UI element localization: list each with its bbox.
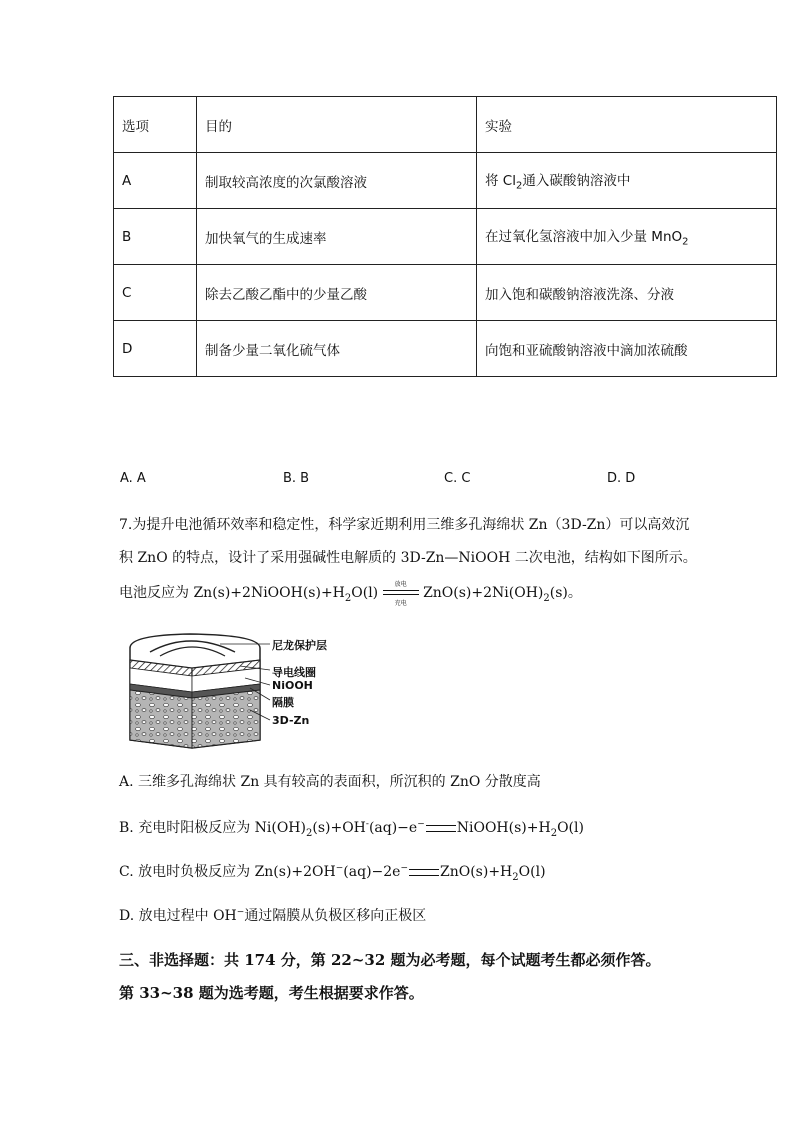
opt-text: (s)+OH [312, 820, 366, 836]
zn-layer [130, 690, 192, 748]
opt-sup: − [417, 819, 425, 830]
header-purpose: 目的 [197, 97, 477, 153]
opt-text: C. 放电时负极反应为 Zn(s)+2OH [119, 864, 336, 880]
opt-sup: − [400, 863, 408, 874]
option-d[interactable] [119, 905, 426, 925]
reaction-sub: 2 [344, 592, 352, 604]
table-row [114, 321, 777, 377]
reaction-text: 电池反应为 Zn(s)+2NiOOH(s)+H [119, 585, 345, 601]
header-option: 选项 [114, 97, 197, 153]
opt-text: (aq)−e [368, 820, 418, 836]
opt-sub: 2 [305, 827, 313, 839]
reaction-text: (s)。 [549, 585, 582, 601]
arrow-bottom-label: 充电 [394, 600, 407, 607]
choice-d[interactable]: D. D [607, 471, 636, 486]
arrow-top-label: 放电 [394, 581, 407, 588]
table-row [114, 209, 777, 265]
opt-text: 通过隔膜从负极区移向正极区 [244, 908, 427, 924]
exp-text-post: 通入碳酸钠溶液中 [522, 173, 631, 190]
row-experiment [477, 153, 777, 209]
option-b[interactable] [119, 817, 584, 839]
label-coil: 导电线圈 [272, 666, 316, 679]
opt-sub: 2 [550, 827, 558, 839]
opt-text: ZnO(s)+H [440, 864, 513, 880]
exp-sub: 2 [682, 236, 689, 248]
row-option: B [114, 209, 197, 265]
row-purpose: 制取较高浓度的次氯酸溶液 [197, 153, 477, 209]
equals-sign-icon [409, 869, 439, 876]
option-c[interactable] [119, 861, 546, 883]
exp-text: 在过氧化氢溶液中加入少量 MnO [485, 229, 683, 246]
reaction-sub: 2 [543, 592, 550, 604]
exp-sub: 2 [515, 180, 523, 192]
label-nylon: 尼龙保护层 [272, 639, 327, 652]
row-experiment [477, 209, 777, 265]
label-3dzn: 3D-Zn [272, 714, 310, 727]
options-table [113, 96, 777, 377]
row-option: A [114, 153, 197, 209]
row-purpose: 除去乙酸乙酯中的少量乙酸 [197, 265, 477, 321]
row-experiment: 向饱和亚硫酸钠溶液中滴加浓硫酸 [477, 321, 777, 377]
opt-sup: − [335, 863, 344, 874]
q7-reaction [119, 581, 582, 607]
opt-text: O(l) [518, 864, 546, 880]
choice-c[interactable]: C. C [444, 471, 471, 486]
table-row [114, 153, 777, 209]
opt-sub: 2 [512, 871, 519, 883]
option-a[interactable]: A. 三维多孔海绵状 Zn 具有较高的表面积，所沉积的 ZnO 分散度高 [119, 774, 541, 790]
exp-text: 将 Cl [485, 173, 516, 190]
opt-text: (aq)−2e [343, 864, 401, 880]
choice-b[interactable]: B. B [283, 471, 310, 486]
row-experiment: 加入饱和碳酸钠溶液洗涤、分液 [477, 265, 777, 321]
row-option: D [114, 321, 197, 377]
row-purpose: 加快氧气的生成速率 [197, 209, 477, 265]
opt-text: O(l) [557, 820, 584, 836]
opt-text: B. 充电时阳极反应为 Ni(OH) [119, 820, 306, 836]
reversible-arrow-icon [383, 581, 419, 607]
opt-sup: − [236, 907, 245, 918]
row-purpose: 制备少量二氧化硫气体 [197, 321, 477, 377]
opt-text: D. 放电过程中 OH [119, 908, 237, 924]
choice-a[interactable]: A. A [120, 471, 146, 486]
label-niooh: NiOOH [272, 679, 313, 692]
reaction-text: ZnO(s)+2Ni(OH) [423, 585, 544, 601]
section-3-line2: 第 33~38 题为选考题，考生根据要求作答。 [119, 984, 424, 1002]
q7-line1: 7.为提升电池循环效率和稳定性，科学家近期利用三维多孔海绵状 Zn（3D-Zn）可以高效沉 [119, 517, 690, 533]
header-experiment: 实验 [477, 97, 777, 153]
label-separator: 隔膜 [272, 696, 294, 709]
table-row [114, 265, 777, 321]
row-option: C [114, 265, 197, 321]
opt-sup: - [365, 819, 369, 830]
equals-sign-icon [426, 825, 456, 832]
table-header-row [114, 97, 777, 153]
opt-text: NiOOH(s)+H [456, 820, 551, 836]
section-3-line1: 三、非选择题：共 174 分，第 22~32 题为必考题，每个试题考生都必须作答。 [119, 951, 661, 969]
q7-line2: 积 ZnO 的特点，设计了采用强碱性电解质的 3D-Zn—NiOOH 二次电池，结构如下图所示。 [119, 550, 697, 566]
reaction-text: O(l) [351, 585, 379, 601]
